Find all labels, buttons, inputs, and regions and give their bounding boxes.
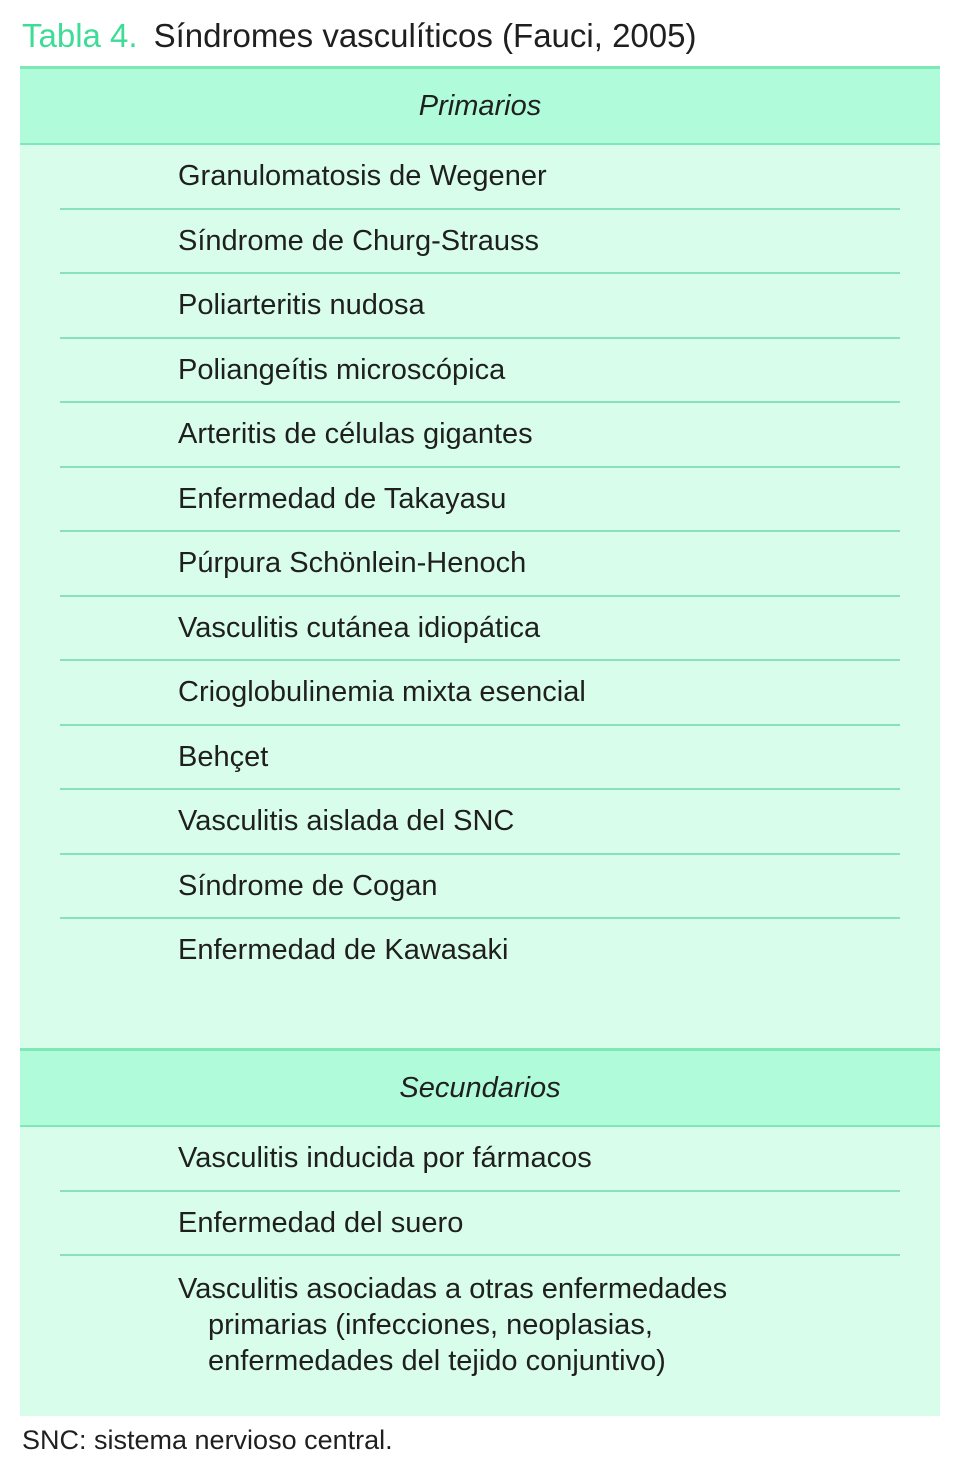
list-item: Síndrome de Cogan <box>60 855 900 920</box>
list-item: Enfermedad de Takayasu <box>60 468 900 533</box>
section-header-secundarios: Secundarios <box>20 1048 940 1127</box>
multiline-text-line: primarias (infecciones, neoplasias, <box>208 1309 653 1341</box>
list-item: Poliarteritis nudosa <box>60 274 900 339</box>
list-item: Poliangeítis microscópica <box>60 339 900 404</box>
list-item: Vasculitis cutánea idiopática <box>60 597 900 662</box>
table-number-label: Tabla 4. <box>22 17 138 54</box>
secundarios-list <box>60 1127 900 1379</box>
list-item: Enfermedad de Kawasaki <box>178 934 509 966</box>
section-header-primarios: Primarios <box>20 69 940 145</box>
multiline-text-line: enfermedades del tejido conjuntivo) <box>208 1345 666 1377</box>
list-item: Síndrome de Churg-Strauss <box>60 210 900 275</box>
table-title <box>22 14 696 58</box>
table-caption: Síndromes vasculíticos (Fauci, 2005) <box>153 17 697 54</box>
list-item: Enfermedad del suero <box>60 1192 900 1257</box>
list-item: Crioglobulinemia mixta esencial <box>60 661 900 726</box>
list-item-multiline <box>60 1256 900 1379</box>
list-item: Vasculitis inducida por fármacos <box>60 1127 900 1192</box>
list-item: Arteritis de células gigantes <box>60 403 900 468</box>
vasculitis-table <box>20 66 940 1416</box>
multiline-text-line: Vasculitis asociadas a otras enfermedades <box>178 1273 728 1305</box>
list-item: Granulomatosis de Wegener <box>60 145 900 210</box>
list-item: Behçet <box>60 726 900 791</box>
list-item: Púrpura Schönlein-Henoch <box>60 532 900 597</box>
primarios-list <box>60 145 900 982</box>
list-item: Vasculitis aislada del SNC <box>60 790 900 855</box>
footnote: SNC: sistema nervioso central. <box>22 1425 393 1455</box>
